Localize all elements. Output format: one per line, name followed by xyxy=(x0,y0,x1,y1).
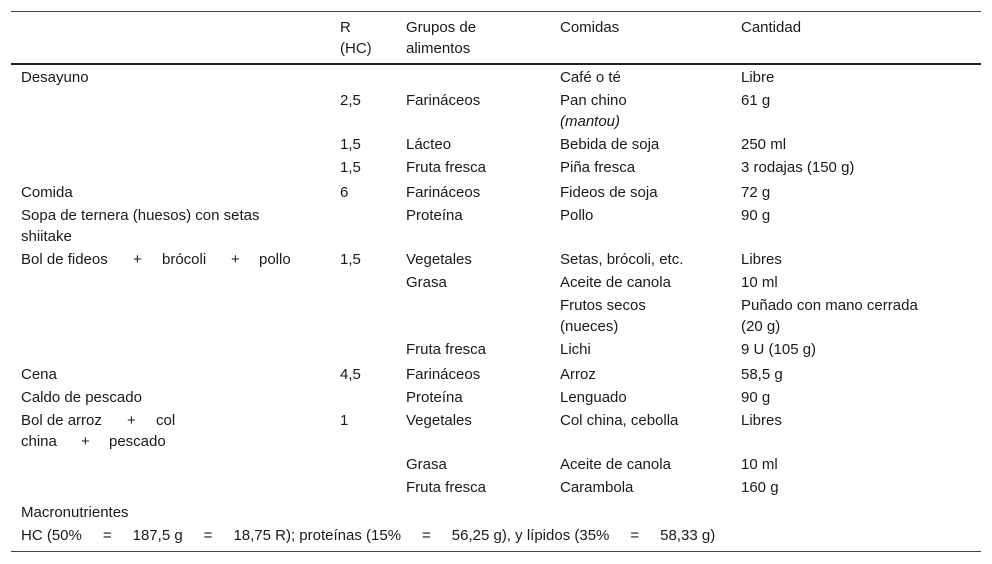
header-foods: Comidas xyxy=(560,19,620,36)
food-cell: Aceite de canola xyxy=(560,456,671,473)
footer-equals: = xyxy=(102,527,112,544)
group-cell: Fruta fresca xyxy=(406,479,487,496)
food-cell: Pollo xyxy=(560,207,594,224)
footer-equals: = xyxy=(422,527,431,544)
header-groups-line1: Grupos de xyxy=(406,19,477,36)
r-cell: 6 xyxy=(340,184,349,201)
meal-cell-part: pollo xyxy=(259,251,291,268)
quantity-cell: 160 g xyxy=(741,479,779,496)
group-cell: Proteína xyxy=(406,207,463,224)
r-cell: 4,5 xyxy=(340,366,361,383)
food-cell-line2: (mantou) xyxy=(560,113,621,130)
table-top-rule xyxy=(11,11,981,12)
meal-cell: Comida xyxy=(21,184,73,201)
quantity-cell: 9 U (105 g) xyxy=(741,341,817,358)
footer-segment: 56,25 g), y lípidos (35% xyxy=(451,527,610,544)
group-cell: Farináceos xyxy=(406,184,481,201)
meal-cell-part: Bol de fideos xyxy=(21,251,108,268)
meal-cell: Cena xyxy=(21,366,57,383)
table-header-rule xyxy=(11,63,981,65)
quantity-cell: 72 g xyxy=(741,184,771,201)
footer-segment: 187,5 g xyxy=(132,527,183,544)
quantity-cell: Libres xyxy=(741,251,782,268)
food-cell: Fideos de soja xyxy=(560,184,658,201)
group-cell: Vegetales xyxy=(406,251,472,268)
meal-cell: Caldo de pescado xyxy=(21,389,142,406)
food-cell: Lichi xyxy=(560,341,591,358)
footer-title: Macronutrientes xyxy=(21,504,129,521)
meal-cell-part: col xyxy=(156,412,176,429)
header-quantity: Cantidad xyxy=(741,19,802,36)
footer-text xyxy=(21,525,715,546)
meal-cell: Desayuno xyxy=(21,69,89,86)
meal-plus-sign: + xyxy=(231,251,240,268)
quantity-cell: Libres xyxy=(741,412,782,429)
meal-plus-sign: + xyxy=(81,433,90,450)
food-cell: Carambola xyxy=(560,479,634,496)
food-cell: Lenguado xyxy=(560,389,627,406)
r-cell: 1,5 xyxy=(340,136,361,153)
quantity-cell: 58,5 g xyxy=(741,366,783,383)
r-cell: 1,5 xyxy=(340,251,361,268)
header-groups-line2: alimentos xyxy=(406,40,471,57)
quantity-cell: 10 ml xyxy=(741,274,778,291)
r-cell: 1,5 xyxy=(340,159,361,176)
r-cell: 2,5 xyxy=(340,92,361,109)
group-cell: Grasa xyxy=(406,456,447,473)
quantity-cell: 90 g xyxy=(741,207,771,224)
food-cell-line1: Pan chino xyxy=(560,92,627,109)
table-bottom-rule xyxy=(11,551,981,552)
group-cell: Vegetales xyxy=(406,412,472,429)
header-r-line2: (HC) xyxy=(340,40,372,57)
group-cell: Fruta fresca xyxy=(406,341,487,358)
meal-cell-part: china xyxy=(21,433,57,450)
group-cell: Farináceos xyxy=(406,92,481,109)
footer-equals: = xyxy=(203,527,213,544)
meal-cell-part: pescado xyxy=(109,433,166,450)
food-cell: Aceite de canola xyxy=(560,274,671,291)
meal-plus-sign: + xyxy=(133,251,142,268)
group-cell: Proteína xyxy=(406,389,463,406)
quantity-cell-line1: Puñado con mano cerrada xyxy=(741,297,918,314)
quantity-cell: 90 g xyxy=(741,389,771,406)
footer-segment: HC (50% xyxy=(21,527,82,544)
food-cell: Café o té xyxy=(560,69,621,86)
food-cell: Bebida de soja xyxy=(560,136,660,153)
quantity-cell: 10 ml xyxy=(741,456,778,473)
food-cell: Setas, brócoli, etc. xyxy=(560,251,684,268)
meal-cell-part: brócoli xyxy=(162,251,207,268)
food-cell-line2: (nueces) xyxy=(560,318,619,335)
meal-cell-line1: Sopa de ternera (huesos) con setas xyxy=(21,207,260,224)
meal-cell-line2: shiitake xyxy=(21,228,72,245)
quantity-cell-line2: (20 g) xyxy=(741,318,781,335)
footer-equals: = xyxy=(630,527,640,544)
r-cell: 1 xyxy=(340,412,349,429)
group-cell: Fruta fresca xyxy=(406,159,487,176)
quantity-cell: Libre xyxy=(741,69,775,86)
group-cell: Farináceos xyxy=(406,366,481,383)
meal-plus-sign: + xyxy=(127,412,136,429)
food-cell: Col china, cebolla xyxy=(560,412,679,429)
food-cell-line1: Frutos secos xyxy=(560,297,646,314)
group-cell: Grasa xyxy=(406,274,447,291)
quantity-cell: 250 ml xyxy=(741,136,787,153)
quantity-cell: 3 rodajas (150 g) xyxy=(741,159,855,176)
food-cell: Arroz xyxy=(560,366,596,383)
footer-segment: 58,33 g) xyxy=(660,527,716,544)
quantity-cell: 61 g xyxy=(741,92,771,109)
header-r-line1: R xyxy=(340,19,351,36)
food-cell: Piña fresca xyxy=(560,159,636,176)
meal-cell-part: Bol de arroz xyxy=(21,412,102,429)
group-cell: Lácteo xyxy=(406,136,452,153)
footer-segment: 18,75 R); proteínas (15% xyxy=(233,527,402,544)
